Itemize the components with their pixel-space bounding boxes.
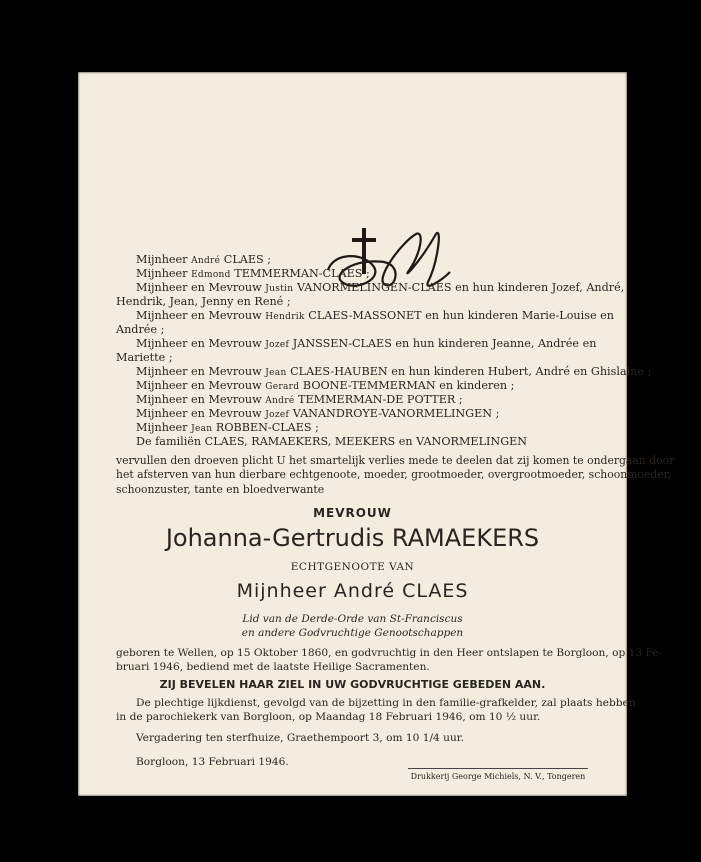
printer-credit: Drukkerij George Michiels, N. V., Tongeren <box>408 768 588 781</box>
intro-line: schoonzuster, tante en bloedverwante <box>116 482 325 496</box>
service-paragraph <box>116 696 636 725</box>
service-line: in de parochiekerk van Borgloon, op Maandag 18 Februari 1946, om 10 ½ uur. <box>116 711 541 724</box>
family-line: Mijnheer en Mevrouw Jozef JANSSEN-CLAES en hun kinderen Jeanne, Andrée en <box>136 337 597 350</box>
place-date: Borgloon, 13 Februari 1946. <box>136 756 289 768</box>
echtgenoote-label: ECHTGENOOTE VAN <box>290 561 415 573</box>
intro-line: het afsterven van hun dierbare echtgenoote, moeder, grootmoeder, overgrootmoeder, schoonmoeder, <box>116 468 671 482</box>
intro-line: vervullen den droeven plicht U het smartelijk verlies mede te deelen dat zij komen te ondergaan door <box>116 454 675 467</box>
family-line: Andrée ; <box>116 323 165 336</box>
family-line: Mijnheer André CLAES ; <box>136 253 272 266</box>
meeting-info: Vergadering ten sterfhuize, Graethempoort 3, om 10 1/4 uur. <box>136 732 465 744</box>
husband-name: Mijnheer André CLAES <box>236 580 469 602</box>
family-line: Mijnheer Jean ROBBEN-CLAES ; <box>136 421 319 434</box>
family-line: Mijnheer en Mevrouw Hendrik CLAES-MASSONET en hun kinderen Marie-Louise en <box>136 309 614 322</box>
service-line: De plechtige lijkdienst, gevolgd van de bijzetting in den familie-grafkelder, zal plaats hebben <box>136 697 636 709</box>
birth-death-paragraph <box>116 646 662 675</box>
orders-line: en andere Godvruchtige Genootschappen <box>241 627 464 639</box>
family-line: Mijnheer en Mevrouw André TEMMERMAN-DE POTTER ; <box>136 393 463 406</box>
family-line: De familiën CLAES, RAMAEKERS, MEEKERS en VANORMELINGEN <box>136 435 528 448</box>
birth-line: bruari 1946, bediend met de laatste Heilige Sacramenten. <box>116 661 430 674</box>
intro-paragraph <box>116 454 675 497</box>
family-line: Mijnheer en Mevrouw Gerard BOONE-TEMMERMAN en kinderen ; <box>136 379 515 392</box>
prayer-request: ZIJ BEVELEN HAAR ZIEL IN UW GODVRUCHTIGE GEBEDEN AAN. <box>159 678 546 691</box>
family-line: Mijnheer en Mevrouw Jozef VANANDROYE-VANORMELINGEN ; <box>136 407 500 420</box>
birth-line: geboren te Wellen, op 15 Oktober 1860, en godvruchtig in den Heer ontslapen te Borgloon, op 13 Fe- <box>116 647 663 659</box>
family-line: Hendrik, Jean, Jenny en René ; <box>116 295 291 308</box>
orders-line: Lid van de Derde-Orde van St-Franciscus <box>242 613 463 625</box>
title-mevrouw: MEVROUW <box>313 506 392 520</box>
family-line: Mijnheer Edmond TEMMERMAN-CLAES ; <box>136 267 370 280</box>
family-line: Mijnheer en Mevrouw Justin VANORMELINGEN-CLAES en hun kinderen Jozef, André, <box>136 281 625 294</box>
deceased-name: Johanna-Gertrudis RAMAEKERS <box>165 524 540 552</box>
family-line: Mijnheer en Mevrouw Jean CLAES-HAUBEN en hun kinderen Hubert, André en Ghislaine ; <box>136 365 652 378</box>
family-line: Mariette ; <box>116 351 173 364</box>
mourning-card <box>78 72 675 796</box>
